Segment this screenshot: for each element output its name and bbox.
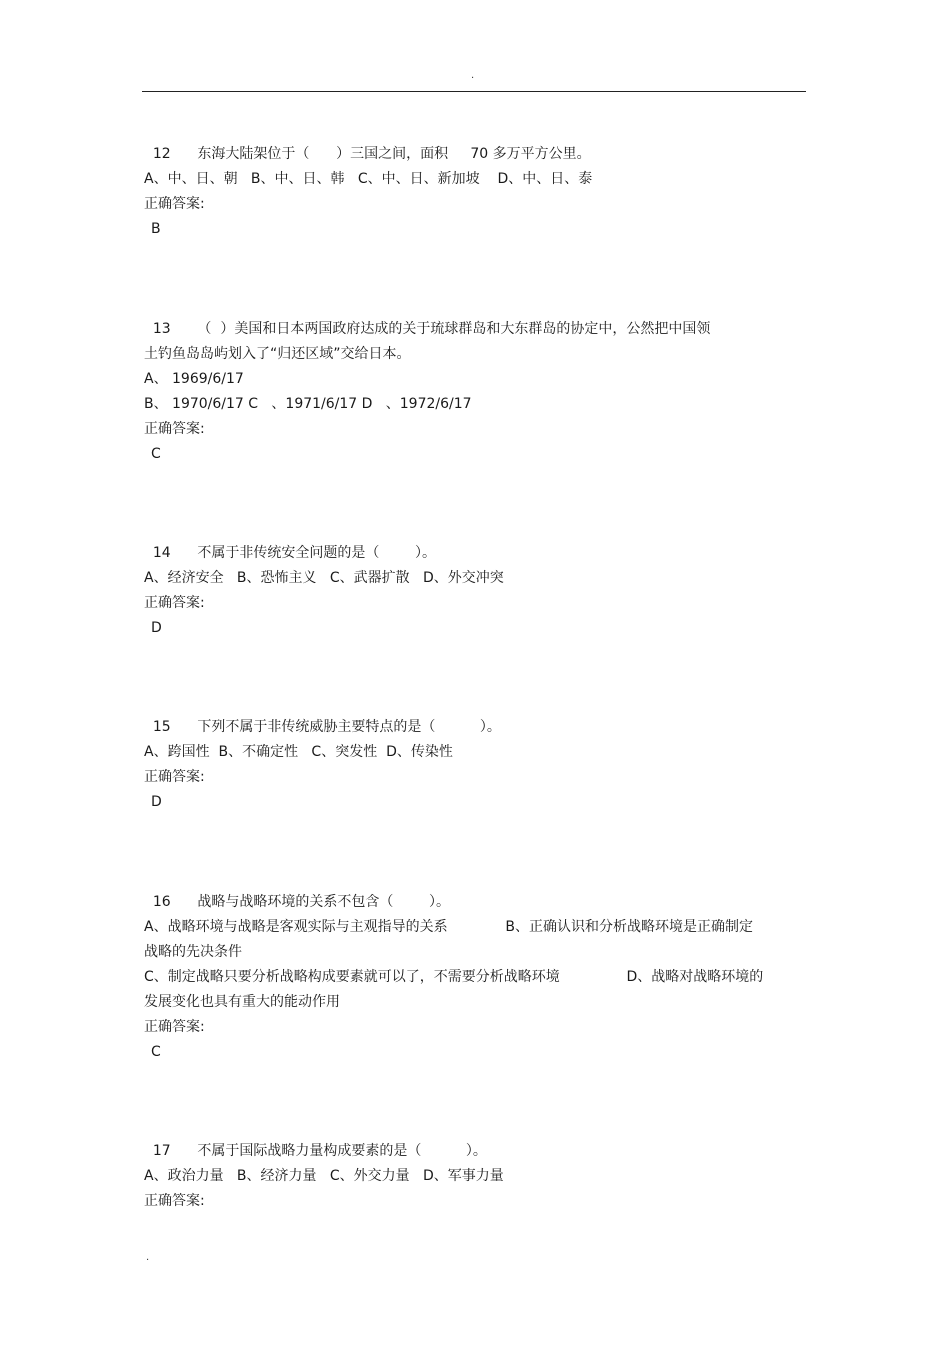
question-12-options: A、中、日、朝 B、中、日、韩 C、中、日、新加坡 D、中、日、泰 [144,171,593,187]
question-13-option-a: A、 1969/6/17 [144,371,244,387]
answer-label: 正确答案: [144,421,205,437]
question-16-text: 16 战略与战略环境的关系不包含（ ）。 [144,894,451,910]
answer-label: 正确答案: [144,769,205,785]
question-15-text: 15 下列不属于非传统威胁主要特点的是（ ）。 [144,719,501,735]
header-dot: . [471,70,475,81]
answer-label: 正确答案: [144,1193,205,1209]
answer-label: 正确答案: [144,595,205,611]
question-16-options-ab: A、战略环境与战略是客观实际与主观指导的关系 B、正确认识和分析战略环境是正确制定 [144,919,754,935]
question-16-options-ab-cont: 战略的先决条件 [144,944,242,960]
question-13-text: 13 （ ）美国和日本两国政府达成的关于琉球群岛和大东群岛的协定中，公然把中国领 [144,321,711,337]
question-15-options: A、跨国性 B、不确定性 C、突发性 D、传染性 [144,744,453,760]
answer-value: D [151,620,162,636]
footer-dot: . [146,1252,150,1263]
answer-value: C [151,446,161,462]
answer-value: B [151,221,161,237]
question-16-options-cd: C、制定战略只要分析战略构成要素就可以了，不需要分析战略环境 D、战略对战略环境的 [144,969,764,985]
question-16-options-cd-cont: 发展变化也具有重大的能动作用 [144,994,340,1010]
answer-value: C [151,1044,161,1060]
question-17-text: 17 不属于国际战略力量构成要素的是（ ）。 [144,1143,487,1159]
answer-label: 正确答案: [144,1019,205,1035]
question-13-options: B、 1970/6/17 C 、1971/6/17 D 、1972/6/17 [144,396,472,412]
question-13-text-cont: 土钓鱼岛岛屿划入了“归还区域”交给日本。 [144,346,411,362]
answer-label: 正确答案: [144,196,205,212]
question-17-options: A、政治力量 B、经济力量 C、外交力量 D、军事力量 [144,1168,504,1184]
header-rule [142,91,806,92]
question-14-options: A、经济安全 B、恐怖主义 C、武器扩散 D、外交冲突 [144,570,504,586]
question-14-text: 14 不属于非传统安全问题的是（ ）。 [144,545,437,561]
question-12-text: 12 东海大陆架位于（ ）三国之间，面积 70 多万平方公里。 [144,146,591,162]
answer-value: D [151,794,162,810]
